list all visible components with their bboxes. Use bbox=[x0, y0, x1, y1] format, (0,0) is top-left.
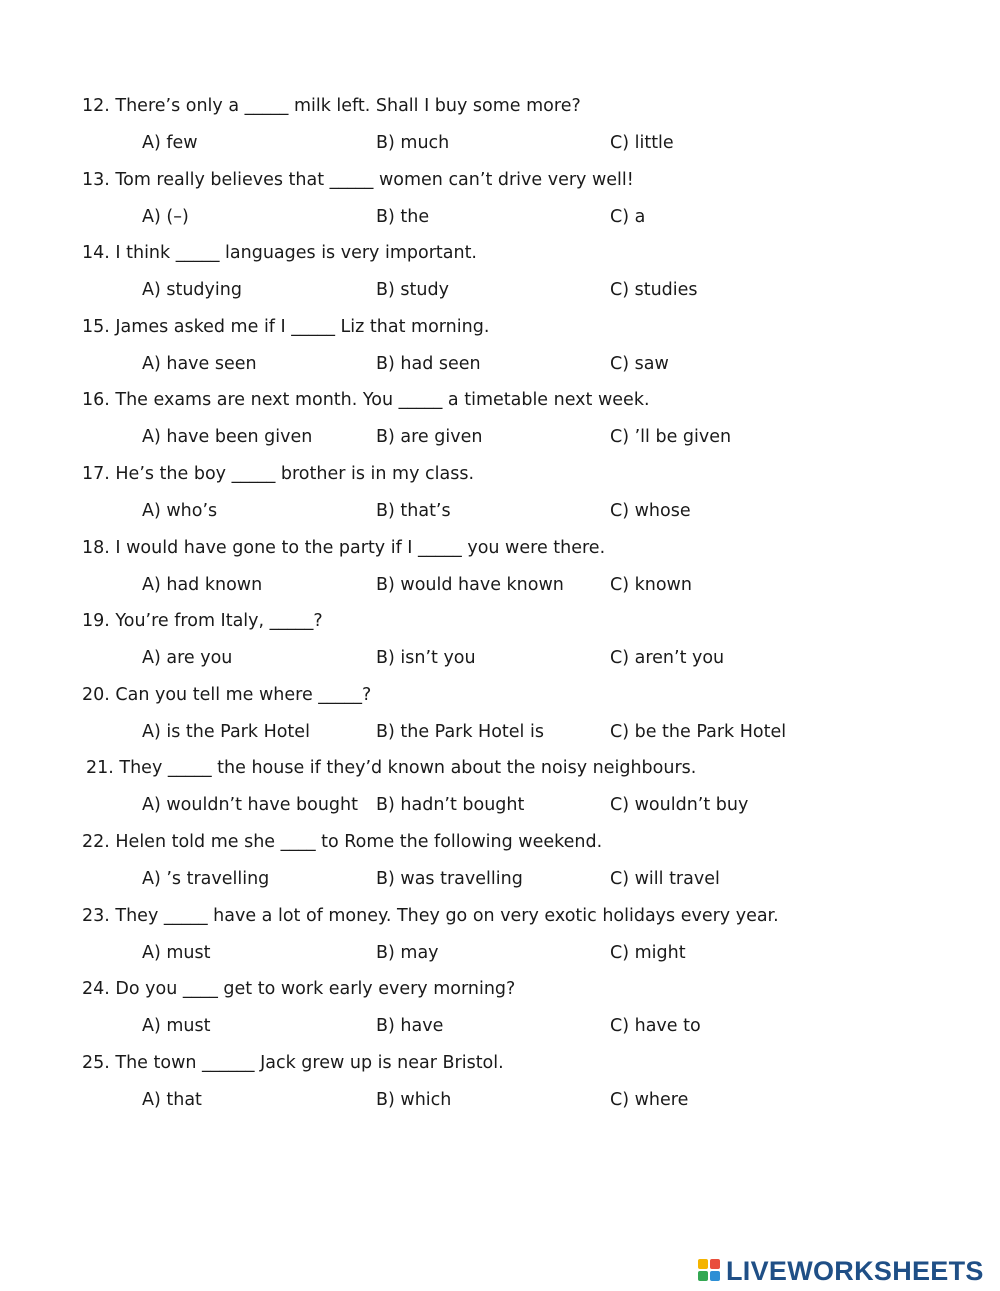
logo-mark-icon bbox=[698, 1259, 722, 1283]
option-b[interactable]: B) the Park Hotel is bbox=[376, 721, 544, 742]
option-b[interactable]: B) would have known bbox=[376, 574, 564, 595]
option-a[interactable]: A) had known bbox=[142, 574, 263, 595]
question-text: 12. There’s only a _____ milk left. Shall I buy some more? bbox=[82, 96, 581, 116]
option-c[interactable]: C) saw bbox=[610, 353, 669, 374]
option-b[interactable]: B) hadn’t bought bbox=[376, 795, 525, 816]
option-a[interactable]: A) have been given bbox=[142, 427, 313, 448]
option-c[interactable]: C) where bbox=[610, 1089, 689, 1110]
option-b[interactable]: B) study bbox=[376, 280, 449, 301]
question-19 bbox=[82, 609, 982, 683]
option-b[interactable]: B) are given bbox=[376, 427, 483, 448]
option-b[interactable]: B) isn’t you bbox=[376, 648, 476, 669]
question-text: 25. The town ______ Jack grew up is near Bristol. bbox=[82, 1052, 504, 1073]
option-c[interactable]: C) ’ll be given bbox=[610, 427, 732, 448]
question-22 bbox=[82, 830, 982, 904]
option-a[interactable]: A) few bbox=[142, 133, 198, 153]
question-25 bbox=[82, 1051, 982, 1125]
question-text: 22. Helen told me she ____ to Rome the following weekend. bbox=[82, 831, 603, 852]
option-a[interactable]: A) who’s bbox=[142, 500, 218, 521]
answer-options bbox=[142, 573, 962, 597]
option-c[interactable]: C) have to bbox=[610, 1016, 701, 1037]
question-text: 16. The exams are next month. You _____ a timetable next week. bbox=[82, 390, 650, 411]
option-c[interactable]: C) be the Park Hotel bbox=[610, 721, 787, 742]
question-text: 14. I think _____ languages is very important. bbox=[82, 243, 477, 264]
option-b[interactable]: B) much bbox=[376, 133, 450, 153]
answer-options bbox=[142, 278, 962, 302]
option-c[interactable]: C) little bbox=[610, 133, 674, 153]
question-24 bbox=[82, 977, 982, 1051]
option-c[interactable]: C) known bbox=[610, 574, 692, 595]
answer-options bbox=[142, 352, 962, 376]
option-a[interactable]: A) must bbox=[142, 1016, 211, 1037]
option-c[interactable]: C) a bbox=[610, 206, 646, 227]
option-b[interactable]: B) have bbox=[376, 1016, 444, 1037]
option-a[interactable]: A) wouldn’t have bought bbox=[142, 795, 358, 816]
question-15 bbox=[82, 315, 982, 389]
option-a[interactable]: A) is the Park Hotel bbox=[142, 721, 310, 742]
answer-options bbox=[142, 793, 962, 817]
question-17 bbox=[82, 462, 982, 536]
option-a[interactable]: A) ’s travelling bbox=[142, 868, 270, 889]
option-c[interactable]: C) might bbox=[610, 942, 686, 963]
answer-options bbox=[142, 1088, 962, 1112]
answer-options bbox=[142, 720, 962, 744]
question-12 bbox=[82, 94, 982, 168]
option-a[interactable]: A) have seen bbox=[142, 353, 257, 374]
option-a[interactable]: A) are you bbox=[142, 648, 233, 669]
question-text: 15. James asked me if I _____ Liz that morning. bbox=[82, 316, 490, 337]
option-a[interactable]: A) studying bbox=[142, 280, 242, 301]
question-text: 24. Do you ____ get to work early every morning? bbox=[82, 979, 516, 1000]
logo-square-green bbox=[698, 1271, 708, 1281]
answer-options bbox=[142, 941, 962, 965]
question-16 bbox=[82, 388, 982, 462]
logo-square-red bbox=[710, 1259, 720, 1269]
question-20 bbox=[82, 683, 982, 757]
answer-options bbox=[142, 1014, 962, 1038]
liveworksheets-logo bbox=[698, 1256, 984, 1286]
option-a[interactable]: A) (–) bbox=[142, 206, 189, 227]
question-text: 19. You’re from Italy, _____? bbox=[82, 611, 323, 632]
question-list bbox=[82, 94, 982, 1124]
question-18 bbox=[82, 536, 982, 610]
option-b[interactable]: B) may bbox=[376, 942, 439, 963]
question-text: 21. They _____ the house if they’d known about the noisy neighbours. bbox=[86, 758, 697, 779]
option-c[interactable]: C) wouldn’t buy bbox=[610, 795, 749, 816]
question-14 bbox=[82, 241, 982, 315]
option-c[interactable]: C) will travel bbox=[610, 868, 720, 889]
answer-options bbox=[142, 646, 962, 670]
question-text: 17. He’s the boy _____ brother is in my class. bbox=[82, 463, 475, 484]
question-21 bbox=[82, 756, 982, 830]
question-text: 23. They _____ have a lot of money. They go on very exotic holidays every year. bbox=[82, 905, 779, 926]
logo-text: LIVEWORKSHEETS bbox=[726, 1256, 984, 1286]
question-text: 20. Can you tell me where _____? bbox=[82, 684, 372, 705]
option-c[interactable]: C) aren’t you bbox=[610, 648, 725, 669]
answer-options bbox=[142, 205, 962, 229]
answer-options bbox=[142, 425, 962, 449]
answer-options bbox=[142, 867, 962, 891]
logo-square-yellow bbox=[698, 1259, 708, 1269]
logo-square-blue bbox=[710, 1271, 720, 1281]
option-c[interactable]: C) studies bbox=[610, 280, 698, 301]
option-c[interactable]: C) whose bbox=[610, 500, 691, 521]
option-a[interactable]: A) that bbox=[142, 1089, 202, 1110]
answer-options bbox=[142, 131, 962, 155]
option-b[interactable]: B) which bbox=[376, 1089, 452, 1110]
option-b[interactable]: B) had seen bbox=[376, 353, 481, 374]
question-text: 13. Tom really believes that _____ women can’t drive very well! bbox=[82, 169, 634, 190]
question-23 bbox=[82, 904, 982, 978]
question-text: 18. I would have gone to the party if I _____ you were there. bbox=[82, 537, 606, 558]
option-b[interactable]: B) was travelling bbox=[376, 868, 523, 889]
option-b[interactable]: B) that’s bbox=[376, 500, 451, 521]
option-a[interactable]: A) must bbox=[142, 942, 211, 963]
option-b[interactable]: B) the bbox=[376, 206, 430, 227]
answer-options bbox=[142, 499, 962, 523]
question-13 bbox=[82, 168, 982, 242]
